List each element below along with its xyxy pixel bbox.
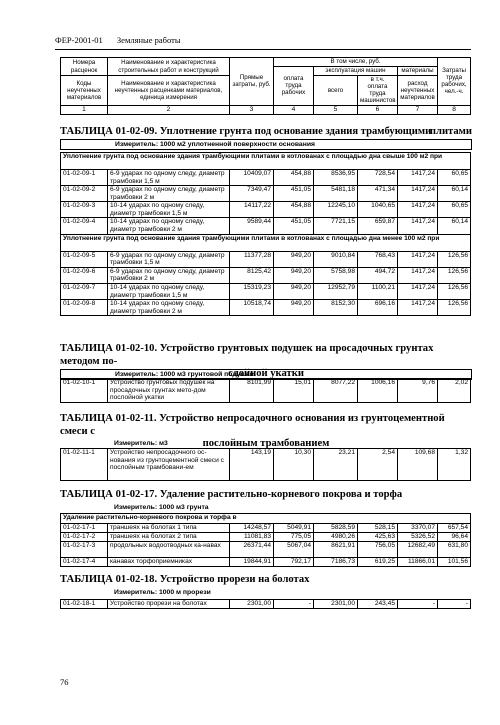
labor-costs: 101,56 — [438, 558, 471, 567]
rate-code: 01-02-09-2 — [61, 186, 108, 202]
operator-pay: 619,25 — [358, 558, 398, 567]
direct-costs: 7349,47 — [230, 186, 274, 202]
direct-costs: 19844,91 — [230, 558, 274, 567]
col-header-unaccounted-materials: расход неучтенных материалов — [398, 76, 438, 106]
machine-total: 5758,98 — [314, 267, 358, 283]
table-01-02-17-rates — [60, 513, 471, 567]
materials: 1417,24 — [398, 283, 438, 299]
rate-code: 01-02-09-4 — [61, 218, 108, 234]
rate-row — [61, 542, 471, 558]
table-title-end: плитами — [429, 126, 472, 137]
rate-row — [61, 533, 471, 542]
labor-costs: 60,14 — [438, 218, 471, 234]
rate-code: 01-02-09-8 — [61, 300, 108, 316]
table-title-continuation: слойной укатки — [228, 368, 304, 380]
materials: 3370,07 — [398, 524, 438, 533]
rate-name: Устройство прорези на болотах — [108, 600, 230, 609]
materials: 1417,24 — [398, 267, 438, 283]
direct-costs: 11081,83 — [230, 533, 274, 542]
machine-total: 7721,15 — [314, 218, 358, 234]
measurer-text: Измеритель: 1000 м3 грунтовой подушки — [115, 371, 254, 378]
col-number: 4 — [274, 105, 314, 114]
rate-row — [61, 218, 471, 234]
worker-pay: 451,05 — [274, 186, 314, 202]
labor-costs: 96,64 — [438, 533, 471, 542]
rate-row — [61, 186, 471, 202]
col-number: 1 — [61, 105, 108, 114]
rate-name: 6-9 ударах по одному следу, диаметр трамбовки 2 м — [108, 186, 230, 202]
col-header-material-codes: Коды неучтенных материалов — [61, 76, 108, 106]
materials: 1417,24 — [398, 251, 438, 267]
col-number: 7 — [398, 105, 438, 114]
rate-code: 01-02-09-3 — [61, 202, 108, 218]
machine-total: 8152,30 — [314, 300, 358, 316]
group-row — [61, 153, 471, 170]
labor-costs: - — [438, 600, 471, 609]
worker-pay: 949,20 — [274, 251, 314, 267]
machine-total: 5828,59 — [314, 524, 358, 533]
rate-row — [61, 283, 471, 299]
labor-costs: 2,02 — [438, 379, 471, 403]
machine-total: 4980,26 — [314, 533, 358, 542]
worker-pay: 792,17 — [274, 558, 314, 567]
worker-pay: 949,20 — [274, 267, 314, 283]
labor-costs: 126,56 — [438, 283, 471, 299]
col-header-work-name: Наименование и характеристика строительных работ и конструкций — [108, 58, 230, 76]
machine-total: 7186,73 — [314, 558, 358, 567]
rate-row — [61, 449, 471, 481]
measurer-text: Измеритель: 1000 м2 уплотненной поверхности основания — [115, 141, 315, 148]
direct-costs: 8125,42 — [230, 267, 274, 283]
machine-total: 2301,00 — [314, 600, 358, 609]
rate-row — [61, 202, 471, 218]
table-01-02-17-title — [60, 489, 472, 502]
operator-pay: 696,16 — [358, 300, 398, 316]
group-heading: Уплотнение грунта под основание здания трамбующими плитами в котлованах с площадью дна менее 100 м2 при — [61, 234, 471, 251]
measurer-text: Измеритель: 1000 м3 грунта — [114, 504, 209, 511]
direct-costs: 14248,57 — [230, 524, 274, 533]
worker-pay: 775,05 — [274, 533, 314, 542]
col-number: 8 — [438, 105, 471, 114]
group-row — [61, 234, 471, 251]
labor-costs: 60,65 — [438, 170, 471, 186]
rate-row — [61, 379, 471, 403]
rate-code: 01-02-11-1 — [61, 449, 108, 481]
rate-row — [61, 300, 471, 316]
machine-total: 9010,84 — [314, 251, 358, 267]
operator-pay: 243,45 — [358, 600, 398, 609]
rate-name: Устройство непросадочного ос-нования из грунтоцементной смеси с послойным трамбовани-ем — [108, 449, 230, 481]
col-header-including: В том числе, руб. — [274, 58, 438, 67]
direct-costs: 15319,23 — [230, 283, 274, 299]
rate-name: Устройство грунтовых подушек на просадочных грунтах мето-дом послойной укатки — [108, 379, 230, 403]
materials: 11866,01 — [398, 558, 438, 567]
table-01-02-11-measurer — [60, 439, 470, 448]
materials: 1417,24 — [398, 186, 438, 202]
col-header-machine-operation: эксплуатация машин — [314, 67, 398, 76]
table-01-02-09-title — [60, 126, 472, 139]
rate-code: 01-02-17-2 — [61, 533, 108, 542]
document-code: ФЕР-2001-01 — [55, 35, 103, 45]
operator-pay: 494,72 — [358, 267, 398, 283]
machine-total: 5481,18 — [314, 186, 358, 202]
worker-pay: 949,20 — [274, 300, 314, 316]
rate-name: 10-14 ударах по одному следу, диаметр трамбовки 2 м — [108, 300, 230, 316]
rate-name: траншеях на болотах 1 типа — [108, 524, 230, 533]
direct-costs: 8101,99 — [230, 379, 274, 403]
machine-total: 8621,91 — [314, 542, 358, 558]
col-number: 2 — [108, 105, 230, 114]
measurer-text: Измеритель: м3 — [114, 440, 168, 447]
materials: 109,68 — [398, 449, 438, 481]
group-heading: Удаление растительно-корневого покрова и торфа в — [61, 514, 471, 524]
labor-costs: 60,65 — [438, 202, 471, 218]
rate-name: 6-9 ударах по одному следу, диаметр трамбовки 2 м — [108, 267, 230, 283]
rate-code: 01-02-18-1 — [61, 600, 108, 609]
rate-name: траншеях на болотах 2 типа — [108, 533, 230, 542]
col-header-machine-total: всего — [314, 76, 358, 106]
worker-pay: 10,30 — [274, 449, 314, 481]
rate-code: 01-02-09-5 — [61, 251, 108, 267]
measurer-text: Измеритель: 1000 м прорези — [114, 589, 211, 596]
col-number: 5 — [314, 105, 358, 114]
direct-costs: 10409,07 — [230, 170, 274, 186]
operator-pay: 1006,16 — [358, 379, 398, 403]
worker-pay: - — [274, 600, 314, 609]
machine-total: 23,21 — [314, 449, 358, 481]
table-title-text: ТАБЛИЦА 01-02-17. Удаление растительно-корневого покрова и торфа — [60, 489, 403, 500]
machine-total: 8077,22 — [314, 379, 358, 403]
rate-code: 01-02-09-7 — [61, 283, 108, 299]
machine-total: 12952,79 — [314, 283, 358, 299]
labor-costs: 1,32 — [438, 449, 471, 481]
col-header-operator-pay: в т.ч. оплата труда машинистов — [358, 76, 398, 106]
header-rule — [55, 49, 471, 50]
operator-pay: 2,54 — [358, 449, 398, 481]
rate-code: 01-02-10-1 — [61, 379, 108, 403]
col-header-direct-costs: Прямые затраты, руб. — [230, 58, 274, 106]
labor-costs: 631,80 — [438, 542, 471, 558]
rate-code: 01-02-17-4 — [61, 558, 108, 567]
direct-costs: 14117,22 — [230, 202, 274, 218]
table-01-02-09-rates — [60, 152, 471, 316]
direct-costs: 10518,74 — [230, 300, 274, 316]
rate-row — [61, 267, 471, 283]
rate-name: продольных водоотводных ка-навах — [108, 542, 230, 558]
rate-row — [61, 600, 471, 609]
rate-name: 10-14 ударах по одному следу, диаметр трамбовки 1,5 м — [108, 202, 230, 218]
materials: - — [398, 600, 438, 609]
table-01-02-18-measurer — [60, 588, 470, 597]
table-01-02-09-measurer — [60, 139, 472, 150]
materials: 12682,49 — [398, 542, 438, 558]
labor-costs: 657,54 — [438, 524, 471, 533]
table-title-text: ТАБЛИЦА 01-02-11. Устройство непросадочного основания из грунтоцементной смеси с — [60, 413, 445, 437]
operator-pay: 528,15 — [358, 524, 398, 533]
rate-row — [61, 524, 471, 533]
column-header-table — [60, 57, 471, 115]
labor-costs: 126,56 — [438, 251, 471, 267]
direct-costs: 143,19 — [230, 449, 274, 481]
col-header-materials: материалы — [398, 67, 438, 76]
table-01-02-11-rates — [60, 448, 471, 481]
col-number: 3 — [230, 105, 274, 114]
rate-code: 01-02-09-6 — [61, 267, 108, 283]
rate-name: 6-9 ударах по одному следу, диаметр трамбовки 1,5 м — [108, 170, 230, 186]
operator-pay: 1100,21 — [358, 283, 398, 299]
table-title-text: ТАБЛИЦА 01-02-09. Уплотнение грунта под основание здания трамбующими — [60, 126, 432, 137]
table-title-continuation: послойным трамбованием — [202, 438, 330, 450]
table-title-text: ТАБЛИЦА 01-02-10. Устройство грунтовых подушек на просадочных грунтах методом по- — [60, 343, 434, 367]
table-01-02-17-measurer — [60, 503, 470, 512]
direct-costs: 9589,44 — [230, 218, 274, 234]
rate-row — [61, 251, 471, 267]
direct-costs: 26371,44 — [230, 542, 274, 558]
rate-name: 10-14 ударах по одному следу, диаметр трамбовки 2 м — [108, 218, 230, 234]
rate-name: канавах торфоприемниках — [108, 558, 230, 567]
operator-pay: 768,43 — [358, 251, 398, 267]
rate-name: 10-14 ударах по одному следу, диаметр трамбовки 1,5 м — [108, 283, 230, 299]
worker-pay: 5049,91 — [274, 524, 314, 533]
operator-pay: 756,05 — [358, 542, 398, 558]
col-header-labor-costs: Затраты труда рабочих, чел.-ч. — [438, 58, 471, 106]
worker-pay: 949,20 — [274, 283, 314, 299]
worker-pay: 454,88 — [274, 202, 314, 218]
col-header-rate-numbers: Номера расценок — [61, 58, 108, 76]
labor-costs: 126,56 — [438, 300, 471, 316]
materials: 9,76 — [398, 379, 438, 403]
running-header — [55, 36, 193, 46]
rate-name: 6-9 ударах по одному следу, диаметр трамбовки 1,5 м — [108, 251, 230, 267]
group-heading: Уплотнение грунта под основание здания трамбующими плитами в котлованах с площадью дна свыше 100 м2 при — [61, 153, 471, 170]
operator-pay: 728,54 — [358, 170, 398, 186]
col-number: 6 — [358, 105, 398, 114]
group-row — [61, 514, 471, 524]
labor-costs: 126,56 — [438, 267, 471, 283]
worker-pay: 5067,04 — [274, 542, 314, 558]
direct-costs: 2301,00 — [230, 600, 274, 609]
page-number: 76 — [60, 677, 69, 687]
rate-row — [61, 558, 471, 567]
rate-code: 01-02-09-1 — [61, 170, 108, 186]
machine-total: 12245,10 — [314, 202, 358, 218]
materials: 1417,24 — [398, 218, 438, 234]
document-section-title: Земляные работы — [116, 35, 181, 45]
worker-pay: 454,88 — [274, 170, 314, 186]
worker-pay: 15,01 — [274, 379, 314, 403]
col-header-worker-pay: оплата труда рабочих — [274, 67, 314, 106]
operator-pay: 425,63 — [358, 533, 398, 542]
operator-pay: 471,34 — [358, 186, 398, 202]
rate-row — [61, 170, 471, 186]
operator-pay: 659,87 — [358, 218, 398, 234]
table-01-02-18-title — [60, 574, 472, 587]
col-header-material-names: Наименование и характеристика неучтенных расценками материалов, единица измерения — [108, 76, 230, 106]
materials: 1417,24 — [398, 170, 438, 186]
labor-costs: 60,14 — [438, 186, 471, 202]
operator-pay: 1040,65 — [358, 202, 398, 218]
rate-code: 01-02-17-3 — [61, 542, 108, 558]
materials: 1417,24 — [398, 202, 438, 218]
materials: 5326,52 — [398, 533, 438, 542]
rate-code: 01-02-17-1 — [61, 524, 108, 533]
table-01-02-10-rates — [60, 378, 471, 403]
materials: 1417,24 — [398, 300, 438, 316]
machine-total: 8536,95 — [314, 170, 358, 186]
worker-pay: 451,05 — [274, 218, 314, 234]
direct-costs: 11377,28 — [230, 251, 274, 267]
table-title-text: ТАБЛИЦА 01-02-18. Устройство прорези на болотах — [60, 574, 310, 585]
table-01-02-18-rates — [60, 599, 471, 609]
